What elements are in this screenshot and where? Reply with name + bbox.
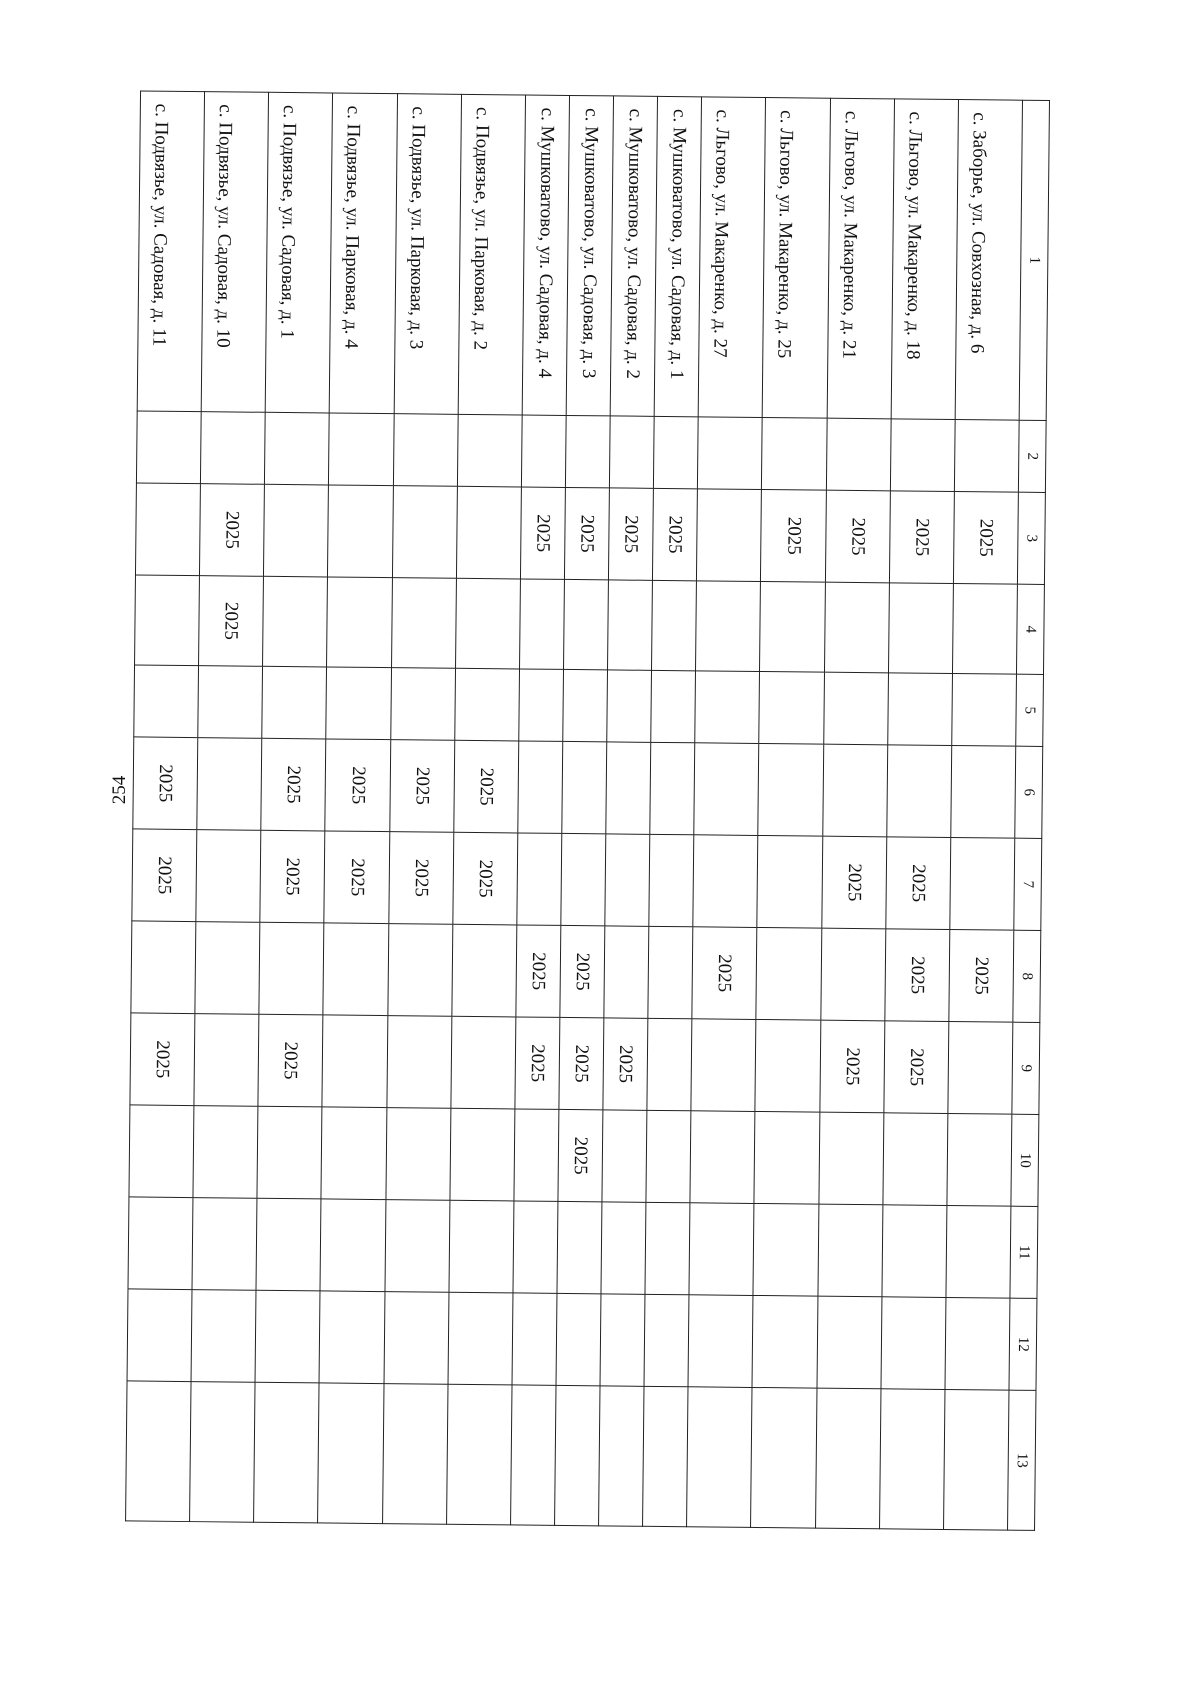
year-cell xyxy=(604,926,649,1018)
year-cell xyxy=(824,582,889,673)
year-cell xyxy=(651,670,696,742)
year-cell xyxy=(263,576,328,667)
year-cell xyxy=(254,1382,320,1523)
year-cell: 2025 xyxy=(558,1109,603,1201)
address-cell: с. Подвязье, ул. Парковая, д. 3 xyxy=(394,94,461,415)
year-cell xyxy=(565,415,610,487)
year-cell xyxy=(754,1111,819,1204)
year-cell xyxy=(943,1389,1009,1530)
year-cell xyxy=(815,1388,881,1529)
year-cell xyxy=(690,1111,755,1204)
column-header: 5 xyxy=(1016,674,1044,746)
year-cell xyxy=(691,1019,756,1112)
column-header: 11 xyxy=(1010,1206,1038,1298)
year-cell xyxy=(602,1110,647,1202)
year-cell xyxy=(826,418,891,491)
year-cell xyxy=(757,835,822,928)
address-cell: с. Льгово, ул. Макаренко, д. 27 xyxy=(698,97,765,418)
year-cell xyxy=(652,580,697,670)
year-cell: 2025 xyxy=(389,740,454,833)
year-cell: 2025 xyxy=(821,836,886,929)
year-cell xyxy=(643,1386,689,1526)
year-cell xyxy=(318,1383,384,1524)
year-cell xyxy=(954,420,1019,493)
year-cell xyxy=(521,415,566,487)
column-header: 13 xyxy=(1008,1390,1036,1530)
column-header: 2 xyxy=(1018,420,1046,492)
year-cell: 2025 xyxy=(560,925,605,1017)
year-cell: 2025 xyxy=(515,1017,560,1109)
year-cell xyxy=(696,581,761,672)
year-cell xyxy=(512,1293,557,1385)
address-cell: с. Подвязье, ул. Садовая, д. 11 xyxy=(137,91,205,412)
year-cell xyxy=(519,669,564,741)
year-cell xyxy=(689,1203,754,1296)
year-cell xyxy=(561,833,606,925)
year-cell xyxy=(195,922,260,1015)
table-body xyxy=(126,91,1023,1530)
year-cell xyxy=(193,1106,258,1199)
year-cell xyxy=(951,746,1016,839)
year-cell xyxy=(762,418,827,491)
year-cell xyxy=(950,837,1015,930)
year-cell xyxy=(126,1381,192,1522)
year-cell xyxy=(387,1016,452,1109)
year-cell xyxy=(753,1203,818,1296)
year-cell: 2025 xyxy=(454,740,519,833)
year-cell: 2025 xyxy=(889,491,954,584)
year-cell xyxy=(819,1112,884,1205)
year-cell xyxy=(556,1293,601,1385)
year-cell xyxy=(128,1197,193,1290)
year-cell xyxy=(648,926,693,1018)
year-cell: 2025 xyxy=(261,738,326,831)
year-cell xyxy=(201,412,266,485)
year-cell xyxy=(192,1198,257,1291)
address-cell: с. Подвязье, ул. Парковая, д. 4 xyxy=(330,93,397,414)
year-cell xyxy=(697,489,762,582)
year-cell xyxy=(255,1290,320,1383)
address-cell: с. Льгово, ул. Макаренко, д. 25 xyxy=(763,98,830,419)
year-cell: 2025 xyxy=(516,925,561,1017)
year-cell xyxy=(822,744,887,837)
year-cell xyxy=(510,1385,556,1525)
year-cell xyxy=(650,742,695,834)
year-cell xyxy=(890,419,955,492)
column-header: 7 xyxy=(1014,838,1042,930)
year-cell xyxy=(654,416,699,488)
year-cell xyxy=(519,579,564,669)
year-cell xyxy=(882,1205,947,1298)
year-cell xyxy=(644,1294,689,1386)
column-header: 1 xyxy=(1019,100,1049,420)
year-cell xyxy=(755,1019,820,1112)
year-cell xyxy=(327,577,392,668)
address-cell: с. Заборье, ул. Совхозная, д. 6 xyxy=(955,100,1022,421)
year-cell xyxy=(698,417,763,490)
year-cell xyxy=(888,583,953,674)
column-header: 12 xyxy=(1009,1298,1037,1390)
year-cell xyxy=(817,1296,882,1389)
column-header: 9 xyxy=(1012,1022,1040,1114)
year-cell xyxy=(946,1205,1011,1298)
year-cell xyxy=(948,1021,1013,1114)
year-cell xyxy=(455,578,520,669)
year-cell xyxy=(818,1204,883,1297)
year-cell xyxy=(555,1385,601,1525)
year-cell: 2025 xyxy=(200,484,265,577)
year-cell xyxy=(695,671,760,744)
year-cell xyxy=(127,1289,192,1382)
year-cell xyxy=(323,923,388,1016)
year-cell xyxy=(390,668,455,741)
year-cell xyxy=(384,1292,449,1385)
column-header: 10 xyxy=(1011,1114,1039,1206)
year-cell xyxy=(262,666,327,739)
year-cell xyxy=(455,668,520,741)
year-cell xyxy=(883,1113,948,1206)
address-cell: с. Мушковатово, ул. Садовая, д. 2 xyxy=(610,96,657,416)
year-cell: 2025 xyxy=(324,831,389,924)
year-cell xyxy=(191,1290,256,1383)
year-cell xyxy=(320,1199,385,1292)
year-cell xyxy=(393,414,458,487)
year-cell xyxy=(129,1105,194,1198)
year-cell: 2025 xyxy=(653,488,698,580)
address-cell: с. Льгово, ул. Макаренко, д. 18 xyxy=(891,99,958,420)
year-cell xyxy=(190,1382,256,1523)
year-cell: 2025 xyxy=(130,1013,195,1106)
year-cell xyxy=(386,1108,451,1201)
year-cell xyxy=(564,579,609,669)
year-cell xyxy=(610,416,655,488)
column-header: 3 xyxy=(1017,492,1045,584)
year-cell xyxy=(820,928,885,1021)
year-cell xyxy=(256,1198,321,1291)
year-cell xyxy=(879,1389,945,1530)
year-cell xyxy=(687,1387,753,1528)
year-cell xyxy=(823,672,888,745)
year-cell xyxy=(601,1202,646,1294)
page-number: 254 xyxy=(109,775,130,805)
year-cell xyxy=(198,666,263,739)
year-cell xyxy=(135,483,200,576)
year-cell xyxy=(197,738,262,831)
address-cell: с. Подвязье, ул. Парковая, д. 2 xyxy=(458,94,525,415)
year-cell xyxy=(886,745,951,838)
year-cell: 2025 xyxy=(258,1014,323,1107)
year-cell xyxy=(259,922,324,1015)
year-cell xyxy=(756,927,821,1020)
year-cell xyxy=(562,741,607,833)
year-cell: 2025 xyxy=(884,1021,949,1114)
year-cell xyxy=(257,1106,322,1199)
year-cell xyxy=(645,1202,690,1294)
year-cell xyxy=(760,581,825,672)
year-cell xyxy=(328,485,393,578)
year-cell xyxy=(945,1297,1010,1390)
year-cell xyxy=(600,1294,645,1386)
year-cell: 2025 xyxy=(692,927,757,1020)
year-cell: 2025 xyxy=(603,1018,648,1110)
year-cell xyxy=(605,834,650,926)
year-cell: 2025 xyxy=(199,576,264,667)
year-cell xyxy=(452,924,517,1017)
year-cell xyxy=(608,580,653,670)
year-cell xyxy=(513,1201,558,1293)
year-cell xyxy=(457,414,522,487)
year-cell xyxy=(599,1386,645,1526)
year-cell xyxy=(329,413,394,486)
column-header: 8 xyxy=(1013,930,1041,1022)
year-cell xyxy=(388,924,453,1017)
year-cell: 2025 xyxy=(325,739,390,832)
year-cell xyxy=(196,830,261,923)
year-cell xyxy=(391,578,456,669)
year-cell xyxy=(321,1107,386,1200)
year-cell xyxy=(265,412,330,485)
year-cell: 2025 xyxy=(819,1020,884,1113)
year-cell xyxy=(693,835,758,928)
year-cell: 2025 xyxy=(388,832,453,925)
year-cell xyxy=(688,1295,753,1388)
year-cell xyxy=(450,1108,515,1201)
year-cell xyxy=(449,1200,514,1293)
year-cell: 2025 xyxy=(825,490,890,583)
schedule-table xyxy=(125,90,1050,1530)
year-cell xyxy=(382,1384,448,1525)
year-cell: 2025 xyxy=(559,1017,604,1109)
year-cell xyxy=(322,1015,387,1108)
address-cell: с. Подвязье, ул. Садовая, д. 10 xyxy=(201,92,268,413)
year-cell xyxy=(649,834,694,926)
year-cell: 2025 xyxy=(564,487,609,579)
year-cell xyxy=(647,1018,692,1110)
year-cell xyxy=(194,1014,259,1107)
year-cell xyxy=(136,411,201,484)
year-cell: 2025 xyxy=(453,832,518,925)
rotated-table-wrapper xyxy=(125,90,1050,1519)
year-cell: 2025 xyxy=(761,490,826,583)
year-cell xyxy=(135,575,200,666)
year-cell: 2025 xyxy=(609,488,654,580)
year-cell xyxy=(952,674,1017,747)
year-cell xyxy=(952,584,1017,675)
address-cell: с. Мушковатово, ул. Садовая, д. 4 xyxy=(522,95,569,415)
year-cell xyxy=(751,1387,817,1528)
year-cell xyxy=(881,1297,946,1390)
year-cell xyxy=(385,1200,450,1293)
year-cell: 2025 xyxy=(260,830,325,923)
year-cell: 2025 xyxy=(949,929,1014,1022)
year-cell xyxy=(694,743,759,836)
year-cell xyxy=(264,484,329,577)
year-cell xyxy=(446,1384,512,1525)
address-cell: с. Льгово, ул. Макаренко, д. 21 xyxy=(827,98,894,419)
year-cell xyxy=(518,741,563,833)
year-cell xyxy=(947,1113,1012,1206)
year-cell xyxy=(758,743,823,836)
year-cell: 2025 xyxy=(132,829,197,922)
year-cell xyxy=(759,671,824,744)
address-cell: с. Подвязье, ул. Садовая, д. 1 xyxy=(266,92,333,413)
year-cell xyxy=(887,673,952,746)
year-cell xyxy=(326,667,391,740)
year-cell xyxy=(131,921,196,1014)
year-cell xyxy=(514,1109,559,1201)
year-cell xyxy=(606,742,651,834)
year-cell xyxy=(557,1201,602,1293)
year-cell xyxy=(517,833,562,925)
year-cell xyxy=(320,1291,385,1384)
year-cell xyxy=(448,1292,513,1385)
year-cell xyxy=(646,1110,691,1202)
address-cell: с. Мушковатово, ул. Садовая, д. 3 xyxy=(566,95,613,415)
year-cell xyxy=(456,486,521,579)
year-cell: 2025 xyxy=(953,492,1018,585)
year-cell: 2025 xyxy=(885,929,950,1022)
year-cell xyxy=(563,669,608,741)
year-cell: 2025 xyxy=(886,837,951,930)
year-cell xyxy=(451,1016,516,1109)
year-cell: 2025 xyxy=(520,487,565,579)
year-cell: 2025 xyxy=(133,737,198,830)
year-cell xyxy=(392,486,457,579)
year-cell xyxy=(134,665,199,738)
column-header: 4 xyxy=(1016,584,1044,674)
year-cell xyxy=(607,670,652,742)
column-header: 6 xyxy=(1015,746,1043,838)
year-cell xyxy=(752,1295,817,1388)
address-cell: с. Мушковатово, ул. Садовая, д. 1 xyxy=(654,96,701,416)
